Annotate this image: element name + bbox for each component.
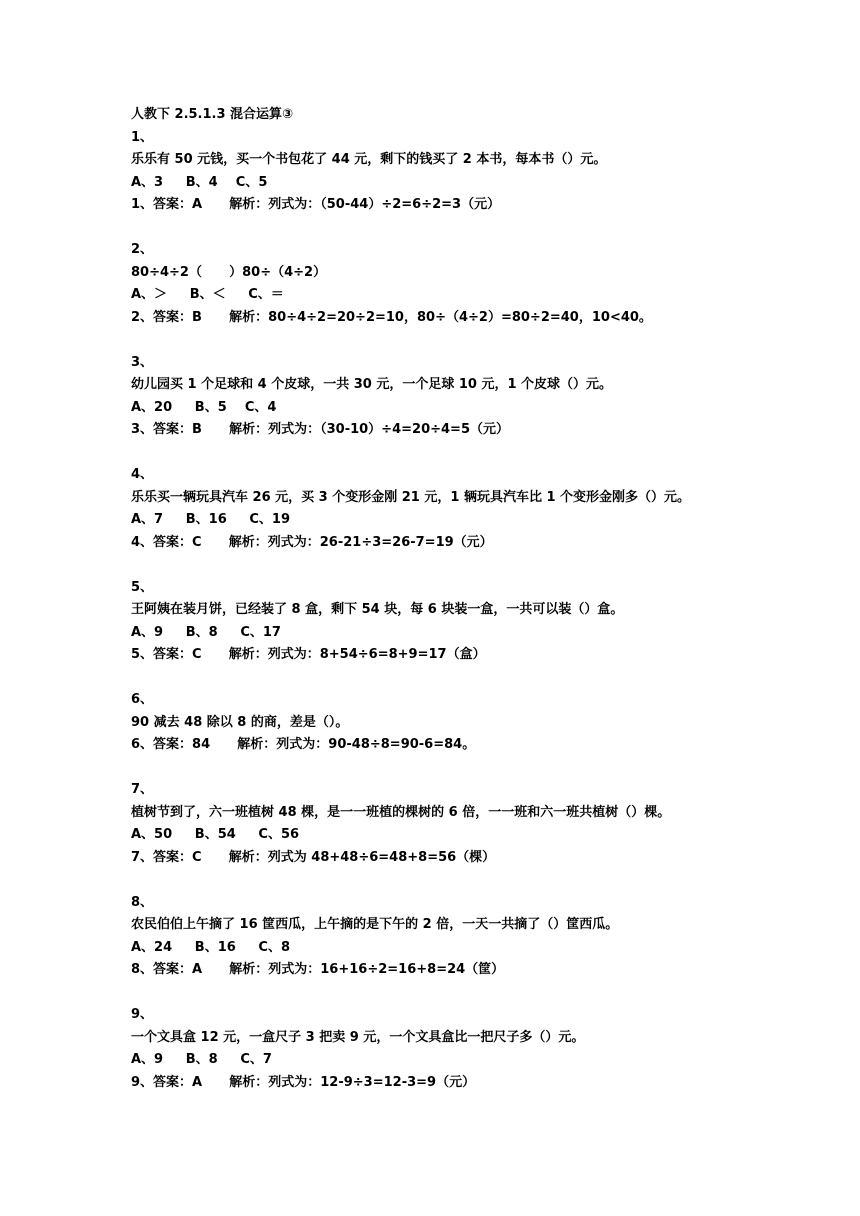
spacer <box>131 329 831 352</box>
question-answer: 4、答案：C 解析：列式为：26-21÷3=26-7=19（元） <box>131 534 493 550</box>
question-number: 1、 <box>131 129 154 145</box>
question-number: 7、 <box>131 782 154 797</box>
question-number: 4、 <box>131 467 154 482</box>
question-stem: 一个文具盒 12 元，一盒尺子 3 把卖 9 元，一个文具盒比一把尺子多（）元。 <box>131 1029 585 1045</box>
question-answer: 1、答案：A 解析：列式为：（50-44）÷2=6÷2=3（元） <box>131 197 501 212</box>
question-answer: 2、答案：B 解析：80÷4÷2=20÷2=10，80÷（4÷2）=80÷2=40，10<40。 <box>131 309 652 325</box>
question-options: A、＞ B、＜ C、＝ <box>131 287 284 302</box>
question-3 <box>131 352 831 465</box>
spacer <box>131 982 831 1005</box>
question-stem: 乐乐买一辆玩具汽车 26 元，买 3 个变形金刚 21 元，1 辆玩具汽车比 1 个变形金刚多（）元。 <box>131 489 691 505</box>
question-number: 2、 <box>131 242 154 257</box>
question-options: A、20 B、5 C、4 <box>131 399 277 415</box>
question-answer: 7、答案：C 解析：列式为 48+48÷6=48+8=56（棵） <box>131 849 496 865</box>
question-options: A、50 B、54 C、56 <box>131 827 300 842</box>
question-stem: 农民伯伯上午摘了 16 筐西瓜，上午摘的是下午的 2 倍，一天一共摘了（）筐西瓜。 <box>131 917 619 932</box>
question-stem: 植树节到了，六一班植树 48 棵，是一一班植的棵树的 6 倍，一一班和六一班共植树（）棵。 <box>131 804 671 820</box>
question-7 <box>131 779 831 892</box>
spacer <box>131 869 831 892</box>
question-answer: 5、答案：C 解析：列式为：8+54÷6=8+9=17（盒） <box>131 647 486 662</box>
question-2 <box>131 239 831 352</box>
question-8 <box>131 892 831 1005</box>
question-options: A、24 B、16 C、8 <box>131 939 290 955</box>
question-number: 6、 <box>131 692 154 707</box>
question-answer: 9、答案：A 解析：列式为：12-9÷3=12-3=9（元） <box>131 1074 476 1090</box>
question-number: 9、 <box>131 1007 154 1022</box>
question-stem: 90 减去 48 除以 8 的商，差是（）。 <box>131 714 349 730</box>
question-4 <box>131 464 831 577</box>
spacer <box>131 554 831 577</box>
question-answer: 6、答案：84 解析：列式为：90-48÷8=90-6=84。 <box>131 737 476 752</box>
question-stem: 80÷4÷2（ ）80÷（4÷2） <box>131 264 327 280</box>
spacer <box>131 757 831 780</box>
question-number: 5、 <box>131 579 154 595</box>
question-number: 3、 <box>131 354 154 370</box>
question-6 <box>131 689 831 779</box>
question-stem: 乐乐有 50 元钱，买一个书包花了 44 元，剩下的钱买了 2 本书，每本书（）元。 <box>131 152 607 167</box>
document-content <box>131 104 831 1094</box>
question-options: A、7 B、16 C、19 <box>131 512 290 527</box>
question-answer: 8、答案：A 解析：列式为：16+16÷2=16+8=24（筐） <box>131 962 505 977</box>
question-1 <box>131 127 831 240</box>
question-number: 8、 <box>131 894 154 910</box>
spacer <box>131 667 831 690</box>
spacer <box>131 217 831 240</box>
question-stem: 王阿姨在装月饼，已经装了 8 盒，剩下 54 块，每 6 块装一盒，一共可以装（）盒。 <box>131 602 624 617</box>
question-5 <box>131 577 831 690</box>
question-options: A、9 B、8 C、7 <box>131 1052 272 1067</box>
spacer <box>131 442 831 465</box>
question-options: A、9 B、8 C、17 <box>131 624 281 640</box>
document-title: 人教下 2.5.1.3 混合运算③ <box>131 107 294 122</box>
question-options: A、3 B、4 C、5 <box>131 174 268 190</box>
question-stem: 幼儿园买 1 个足球和 4 个皮球，一共 30 元，一个足球 10 元，1 个皮球（）元。 <box>131 377 613 392</box>
question-9 <box>131 1004 831 1094</box>
question-answer: 3、答案：B 解析：列式为：（30-10）÷4=20÷4=5（元） <box>131 422 509 437</box>
